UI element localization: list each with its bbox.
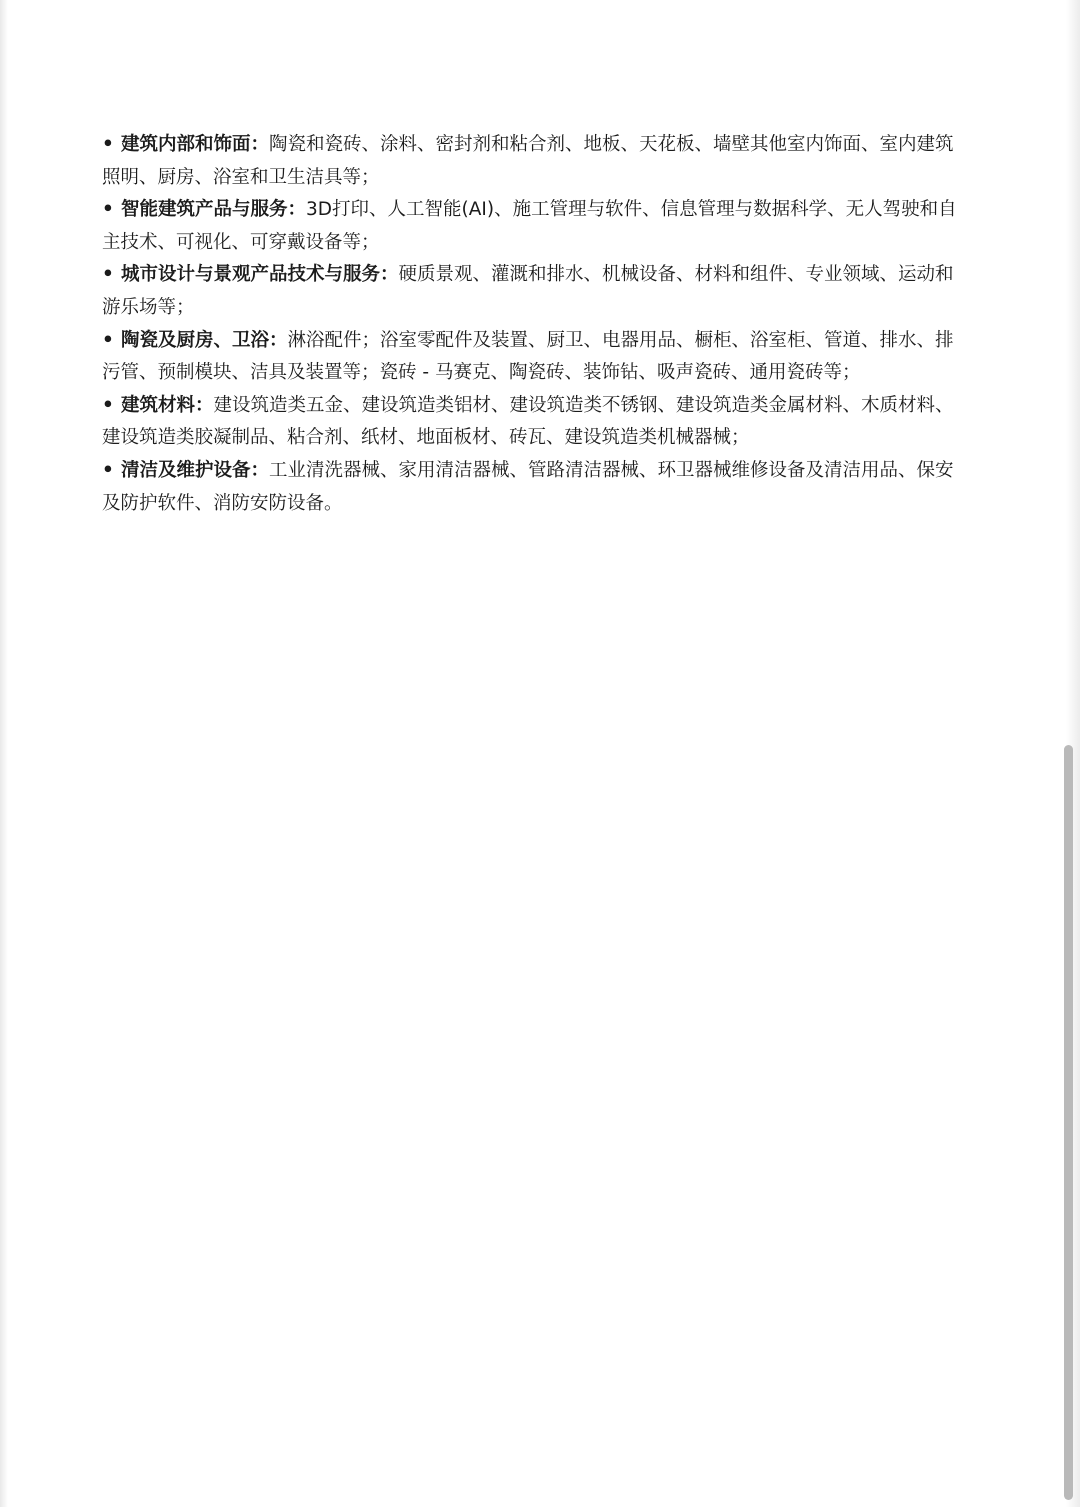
bullet-marker: • — [102, 199, 114, 221]
bullet-marker: • — [102, 459, 114, 481]
bullet-marker: • — [102, 264, 114, 286]
item-line-2: 游乐场等； — [102, 296, 195, 318]
list-item — [102, 455, 980, 520]
item-line-1 — [121, 259, 980, 292]
item-line-2: 及防护软件、消防安防设备。 — [102, 492, 343, 514]
item-line-1 — [121, 390, 980, 423]
item-term: 智能建筑产品与服务： — [121, 199, 307, 221]
item-description: 3D打印、人工智能(AI)、施工管理与软件、信息管理与数据科学、无人驾驶和自 — [306, 199, 957, 221]
page-left-edge — [0, 0, 8, 1507]
bullet-marker: • — [102, 394, 114, 416]
item-line-1 — [121, 129, 980, 162]
item-term: 城市设计与景观产品技术与服务： — [121, 264, 399, 286]
item-term: 建筑内部和饰面： — [121, 134, 270, 155]
item-description: 建设筑造类五金、建设筑造类铝材、建设筑造类不锈钢、建设筑造类金属材料、木质材料、 — [213, 394, 954, 416]
item-line-1 — [121, 194, 980, 227]
list-item — [102, 129, 980, 194]
item-description: 陶瓷和瓷砖、涂料、密封剂和粘合剂、地板、天花板、墙壁其他室内饰面、室内建筑 — [269, 134, 954, 155]
item-term: 陶瓷及厨房、卫浴： — [121, 329, 288, 351]
item-line-1 — [121, 455, 980, 488]
item-term: 建筑材料： — [121, 394, 214, 416]
item-line-1 — [121, 325, 980, 358]
item-description: 工业清洗器械、家用清洁器械、管路清洁器械、环卫器械维修设备及清洁用品、保安 — [269, 459, 954, 481]
item-description: 硬质景观、灌溉和排水、机械设备、材料和组件、专业领域、运动和 — [398, 264, 954, 286]
list-item — [102, 194, 980, 259]
vertical-scrollbar-thumb[interactable] — [1064, 745, 1073, 1500]
list-item — [102, 390, 980, 455]
list-item — [102, 259, 980, 324]
list-item — [102, 325, 980, 390]
item-description: 淋浴配件；浴室零配件及装置、厨卫、电器用品、橱柜、浴室柜、管道、排水、排 — [287, 329, 954, 351]
item-term: 清洁及维护设备： — [121, 459, 270, 481]
bullet-list — [102, 129, 980, 520]
item-line-2: 主技术、可视化、可穿戴设备等； — [102, 231, 380, 253]
item-line-2: 污管、预制模块、洁具及装置等；瓷砖 - 马赛克、陶瓷砖、装饰钻、吸声瓷砖、通用瓷砖等； — [102, 362, 861, 384]
item-line-2: 照明、厨房、浴室和卫生洁具等； — [102, 166, 380, 188]
bullet-marker: • — [102, 134, 114, 155]
bullet-marker: • — [102, 329, 114, 351]
item-line-2: 建设筑造类胶凝制品、粘合剂、纸材、地面板材、砖瓦、建设筑造类机械器械； — [102, 427, 750, 449]
